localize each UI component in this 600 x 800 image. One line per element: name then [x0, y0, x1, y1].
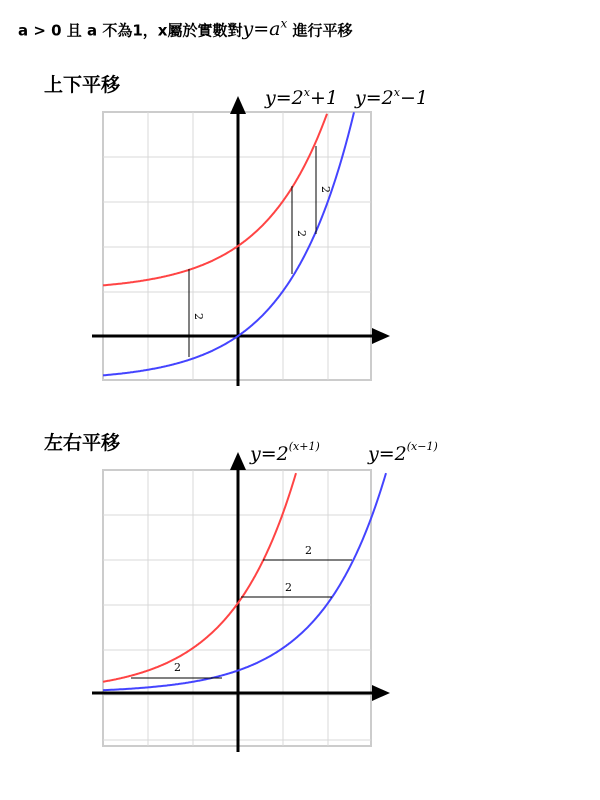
distance-label: 2 [192, 313, 205, 320]
vertical-shift-graph [92, 86, 428, 386]
curve-right [103, 473, 386, 690]
heading-eq-exp: x [280, 17, 288, 31]
distance-label: 2 [285, 581, 292, 594]
curve-right-label: $y=2^{(x-1)}$ [368, 440, 438, 465]
horizontal-shift-graph [92, 440, 438, 752]
x-axis-arrow [372, 685, 390, 701]
distance-label: 2 [319, 186, 332, 193]
curve-upper-label: $y=2^x+1$ [265, 86, 338, 109]
curve-lower-label: $y=2^x-1$ [355, 86, 428, 109]
curve-upper [103, 114, 327, 286]
y-axis-arrow [230, 452, 246, 470]
vertical-shift-title: 上下平移 [44, 74, 121, 96]
heading-eq-lhs: y=a [242, 18, 281, 41]
heading-prefix: a > 0 且 a 不為1，x屬於實數對 [18, 21, 243, 40]
heading-suffix: 進行平移 [292, 21, 353, 40]
distance-label: 2 [174, 661, 181, 674]
distance-label: 2 [295, 230, 308, 237]
distance-label: 2 [305, 544, 312, 557]
horizontal-shift-title: 左右平移 [44, 432, 121, 454]
y-axis-arrow [230, 96, 246, 114]
curve-left-label: $y=2^{(x+1)}$ [250, 440, 320, 465]
x-axis-arrow [372, 328, 390, 344]
